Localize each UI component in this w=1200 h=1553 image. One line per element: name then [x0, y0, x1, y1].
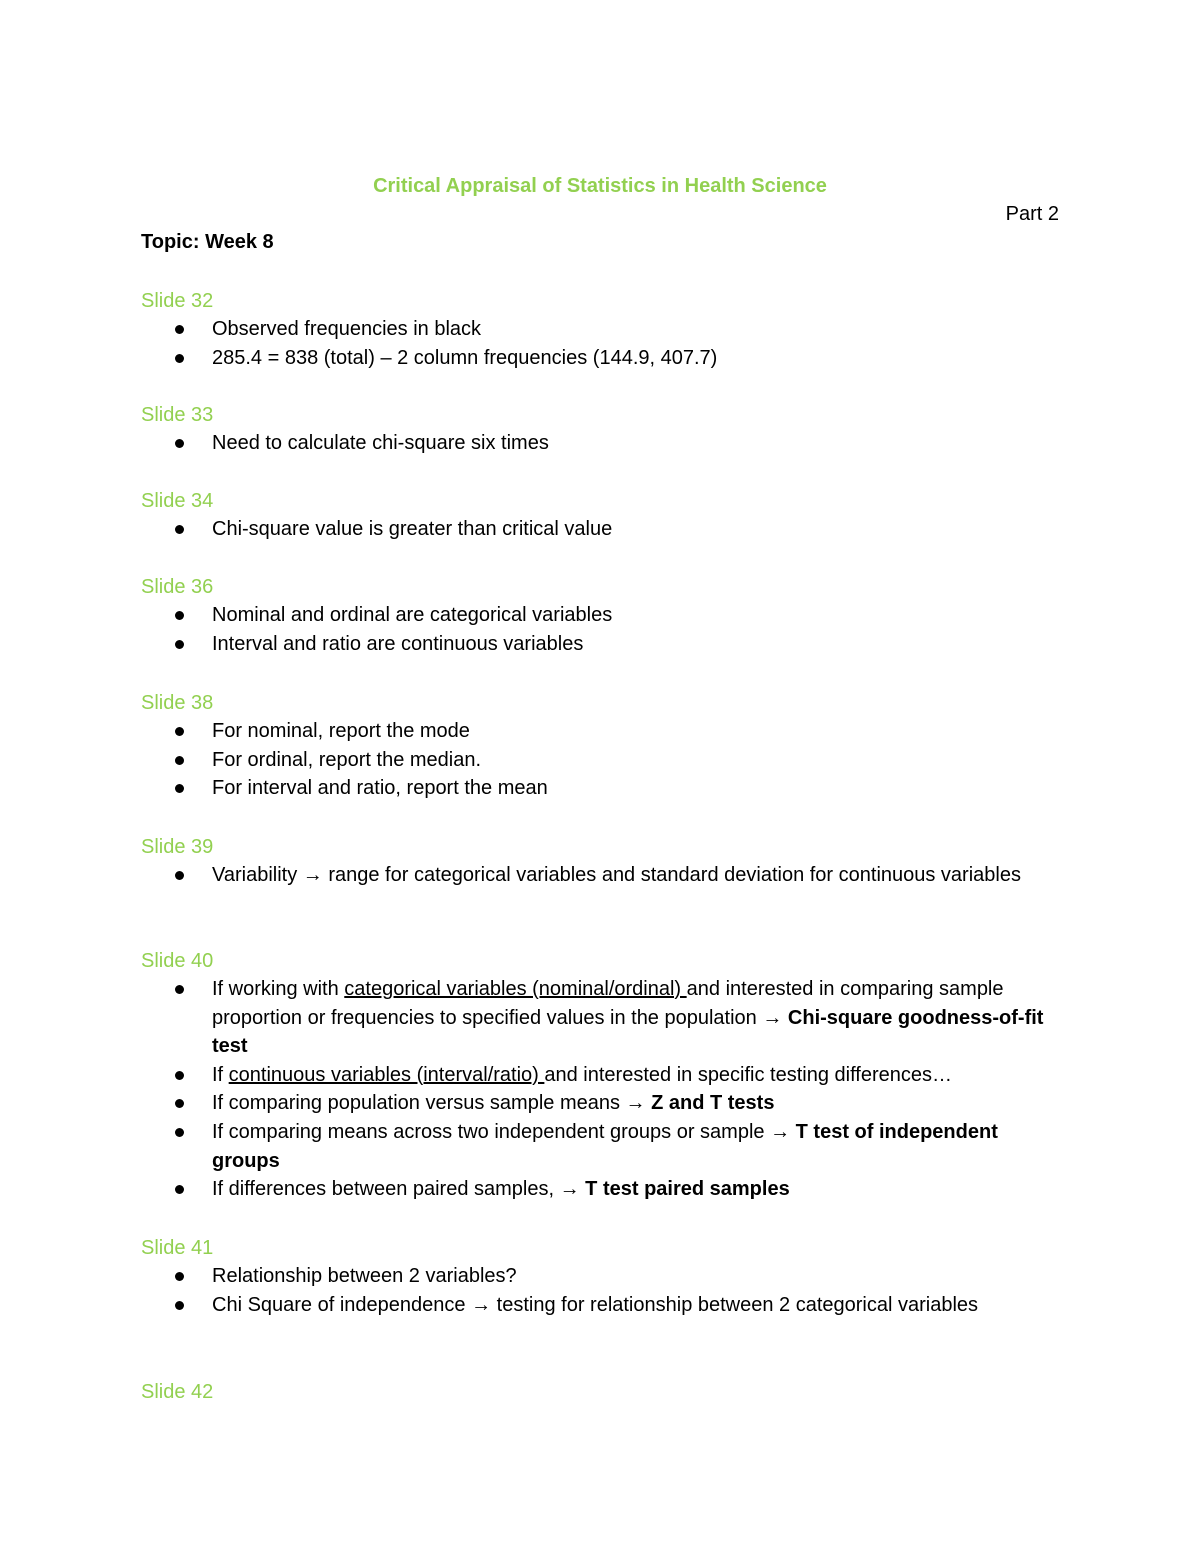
section-slide-32: [141, 287, 1061, 372]
list-item: If working with categorical variables (nominal/ordinal) and interested in comparing sample proportion or frequencies to specified values in the population → Chi-square goodness-of-fit test: [141, 975, 1061, 1061]
bullet-icon: [175, 1071, 184, 1080]
section-slide-34: [141, 487, 1061, 544]
arrow-icon: →: [302, 864, 323, 886]
bullet-icon: [175, 439, 184, 448]
bullet-icon: [175, 325, 184, 334]
bullet-icon: [175, 756, 184, 765]
section-slide-40: [141, 947, 1061, 1204]
section-slide-36: [141, 573, 1061, 658]
list-item: Nominal and ordinal are categorical variables: [141, 601, 1061, 630]
bullet-list: [141, 861, 1061, 890]
slide-heading: Slide 33: [141, 404, 214, 426]
bullet-icon: [175, 784, 184, 793]
list-item: For nominal, report the mode: [141, 717, 1061, 746]
arrow-icon: →: [471, 1293, 492, 1316]
section-slide-42: [141, 1378, 1061, 1406]
bullet-icon: [175, 1301, 184, 1310]
section-slide-33: [141, 401, 1061, 458]
bullet-list: [141, 315, 1061, 372]
bullet-list: [141, 429, 1061, 458]
list-item: Need to calculate chi-square six times: [141, 429, 1061, 458]
bullet-icon: [175, 1128, 184, 1137]
list-item: If comparing means across two independent groups or sample → T test of independent groups: [141, 1118, 1061, 1175]
list-item: Chi Square of independence → testing for relationship between 2 categorical variables: [141, 1291, 1061, 1320]
bullet-icon: [175, 871, 184, 880]
bullet-icon: [175, 1272, 184, 1281]
arrow-icon: →: [770, 1120, 791, 1143]
bullet-list: [141, 1262, 1061, 1319]
arrow-icon: →: [559, 1178, 580, 1201]
list-item: If comparing population versus sample means → Z and T tests: [141, 1089, 1061, 1118]
list-item: If continuous variables (interval/ratio) and interested in specific testing differences…: [141, 1061, 1061, 1090]
list-item: Variability → range for categorical variables and standard deviation for continuous variables: [141, 861, 1061, 890]
bullet-list: [141, 601, 1061, 658]
list-item: Interval and ratio are continuous variables: [141, 630, 1061, 659]
section-slide-41: [141, 1234, 1061, 1319]
bullet-icon: [175, 354, 184, 363]
slide-heading: Slide 39: [141, 836, 214, 858]
list-item: 285.4 = 838 (total) – 2 column frequencies (144.9, 407.7): [141, 344, 1061, 373]
list-item: For ordinal, report the median.: [141, 746, 1061, 775]
list-item: Observed frequencies in black: [141, 315, 1061, 344]
list-item: If differences between paired samples, → T test paired samples: [141, 1175, 1061, 1204]
document-topic: Topic: Week 8: [141, 231, 274, 253]
bullet-list: [141, 717, 1061, 803]
bullet-icon: [175, 525, 184, 534]
arrow-icon: →: [762, 1006, 783, 1029]
list-item: Chi-square value is greater than critical value: [141, 515, 1061, 544]
bullet-list: [141, 975, 1061, 1204]
slide-heading: Slide 34: [141, 490, 214, 512]
bullet-icon: [175, 640, 184, 649]
slide-heading: Slide 42: [141, 1381, 214, 1403]
slide-heading: Slide 36: [141, 576, 214, 598]
bullet-icon: [175, 611, 184, 620]
list-item: Relationship between 2 variables?: [141, 1262, 1061, 1291]
bullet-icon: [175, 727, 184, 736]
list-item: For interval and ratio, report the mean: [141, 774, 1061, 803]
document-title: Critical Appraisal of Statistics in Health Science: [373, 175, 827, 197]
bullet-list: [141, 515, 1061, 544]
bullet-icon: [175, 1185, 184, 1194]
slide-heading: Slide 41: [141, 1237, 214, 1259]
arrow-icon: →: [625, 1092, 646, 1115]
bullet-icon: [175, 985, 184, 994]
slide-heading: Slide 32: [141, 290, 214, 312]
document-part: Part 2: [1005, 203, 1059, 225]
slide-heading: Slide 40: [141, 950, 214, 972]
section-slide-38: [141, 689, 1061, 803]
slide-heading: Slide 38: [141, 692, 214, 714]
bullet-icon: [175, 1099, 184, 1108]
section-slide-39: [141, 833, 1061, 890]
